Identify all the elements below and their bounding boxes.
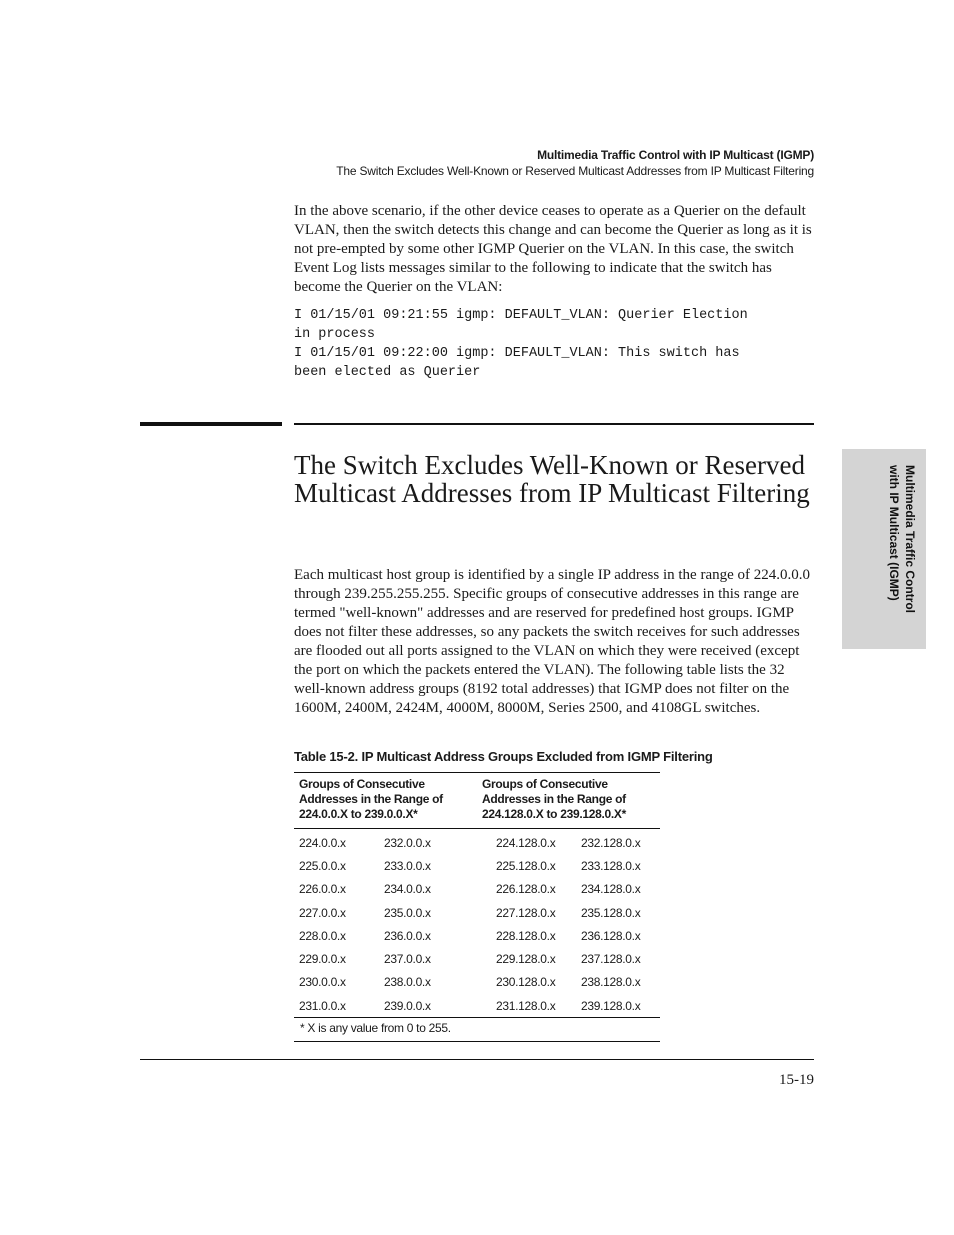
table-cell: 224.0.0.x [299, 835, 346, 850]
table-cell: 230.128.0.x [496, 975, 556, 990]
footer-rule [140, 1059, 814, 1060]
log-example: I 01/15/01 09:21:55 igmp: DEFAULT_VLAN: Querier Election in process I 01/15/01 09:22:00 igmp: DEFAULT_VLAN: This switch has been elected as Querier [294, 308, 748, 380]
table-cell: 227.128.0.x [496, 905, 556, 920]
table-row [294, 854, 660, 877]
header-left-line2: Addresses in the Range of [299, 792, 443, 806]
table-cell: 238.0.0.x [384, 975, 431, 990]
table-cell: 224.128.0.x [496, 835, 556, 850]
chapter-side-tab-label: Multimedia Traffic Control with IP Multicast (IGMP) [887, 465, 917, 614]
section-title: The Switch Excludes Well-Known or Reserved Multicast Addresses from IP Multicast Filtering [294, 450, 810, 508]
table-cell: 237.128.0.x [581, 952, 641, 967]
table-cell: 226.128.0.x [496, 882, 556, 897]
running-header-subtitle: The Switch Excludes Well-Known or Reserved Multicast Addresses from IP Multicast Filtering [336, 164, 814, 178]
header-right-line1: Groups of Consecutive [482, 777, 608, 791]
table-cell: 231.128.0.x [496, 998, 556, 1013]
table-cell: 234.128.0.x [581, 882, 641, 897]
header-right [477, 777, 660, 822]
body-paragraph: Each multicast host group is identified by a single IP address in the range of 224.0.0.0 through 239.255.255.255. Specific groups of consecutive addresses in this range are termed "well-known" addresses and are reserved for predefined host groups. IGMP does not filter these addresses, so any packets the switch receives for such addresses are flooded out all ports assigned to the VLAN on which they were received (except the port on which the packets entered the VLAN). The following table lists the 32 well-known address groups (8192 total addresses) that IGMP does not filter on the 1600M, 2400M, 2424M, 4000M, 8000M, Series 2500, and 4108GL switches. [294, 567, 811, 716]
intro-paragraph: In the above scenario, if the other device ceases to operate as a Querier on the default VLAN, then the switch detects this change and can become the Querier as long as it is not pre-empted by some other IGMP Querier on the VLAN. In this case, the switch Event Log lists messages similar to the following to indicate that the switch has become the Querier on the VLAN: [294, 203, 812, 295]
table-cell: 238.128.0.x [581, 975, 641, 990]
table-cell: 233.0.0.x [384, 858, 431, 873]
table-cell: 229.0.0.x [299, 952, 346, 967]
table-cell: 235.0.0.x [384, 905, 431, 920]
section-rule-thin [294, 423, 814, 425]
table-cell: 231.0.0.x [299, 998, 346, 1013]
table-cell: 235.128.0.x [581, 905, 641, 920]
table-row [294, 831, 660, 854]
table-row [294, 924, 660, 947]
table-cell: 225.0.0.x [299, 858, 346, 873]
table-body [294, 829, 660, 1017]
table-footnote: * X is any value from 0 to 255. [294, 1017, 660, 1041]
table-caption: Table 15-2. IP Multicast Address Groups Excluded from IGMP Filtering [294, 749, 713, 764]
page-number: 15-19 [779, 1072, 814, 1088]
table-row [294, 878, 660, 901]
table-cell: 225.128.0.x [496, 858, 556, 873]
table-cell: 228.0.0.x [299, 928, 346, 943]
table-cell: 226.0.0.x [299, 882, 346, 897]
table-row [294, 947, 660, 970]
address-table [294, 772, 660, 1042]
running-header-title: Multimedia Traffic Control with IP Multicast (IGMP) [537, 148, 814, 162]
table-cell: 236.128.0.x [581, 928, 641, 943]
table-header [294, 773, 660, 829]
table-cell: 232.128.0.x [581, 835, 641, 850]
table-cell: 229.128.0.x [496, 952, 556, 967]
table-cell: 236.0.0.x [384, 928, 431, 943]
table-cell: 228.128.0.x [496, 928, 556, 943]
table-cell: 239.0.0.x [384, 998, 431, 1013]
header-right-line2: Addresses in the Range of [482, 792, 626, 806]
header-left-line3: 224.0.0.X to 239.0.0.X* [299, 807, 418, 821]
table-cell: 237.0.0.x [384, 952, 431, 967]
table-cell: 234.0.0.x [384, 882, 431, 897]
table-cell: 227.0.0.x [299, 905, 346, 920]
table-row [294, 994, 660, 1017]
table-row [294, 901, 660, 924]
header-left [294, 777, 477, 822]
table-row [294, 971, 660, 994]
table-cell: 239.128.0.x [581, 998, 641, 1013]
table-cell: 230.0.0.x [299, 975, 346, 990]
header-left-line1: Groups of Consecutive [299, 777, 425, 791]
table-cell: 232.0.0.x [384, 835, 431, 850]
table-cell: 233.128.0.x [581, 858, 641, 873]
section-rule-thick [140, 422, 282, 426]
header-right-line3: 224.128.0.X to 239.128.0.X* [482, 807, 627, 821]
chapter-side-tab [842, 449, 926, 649]
